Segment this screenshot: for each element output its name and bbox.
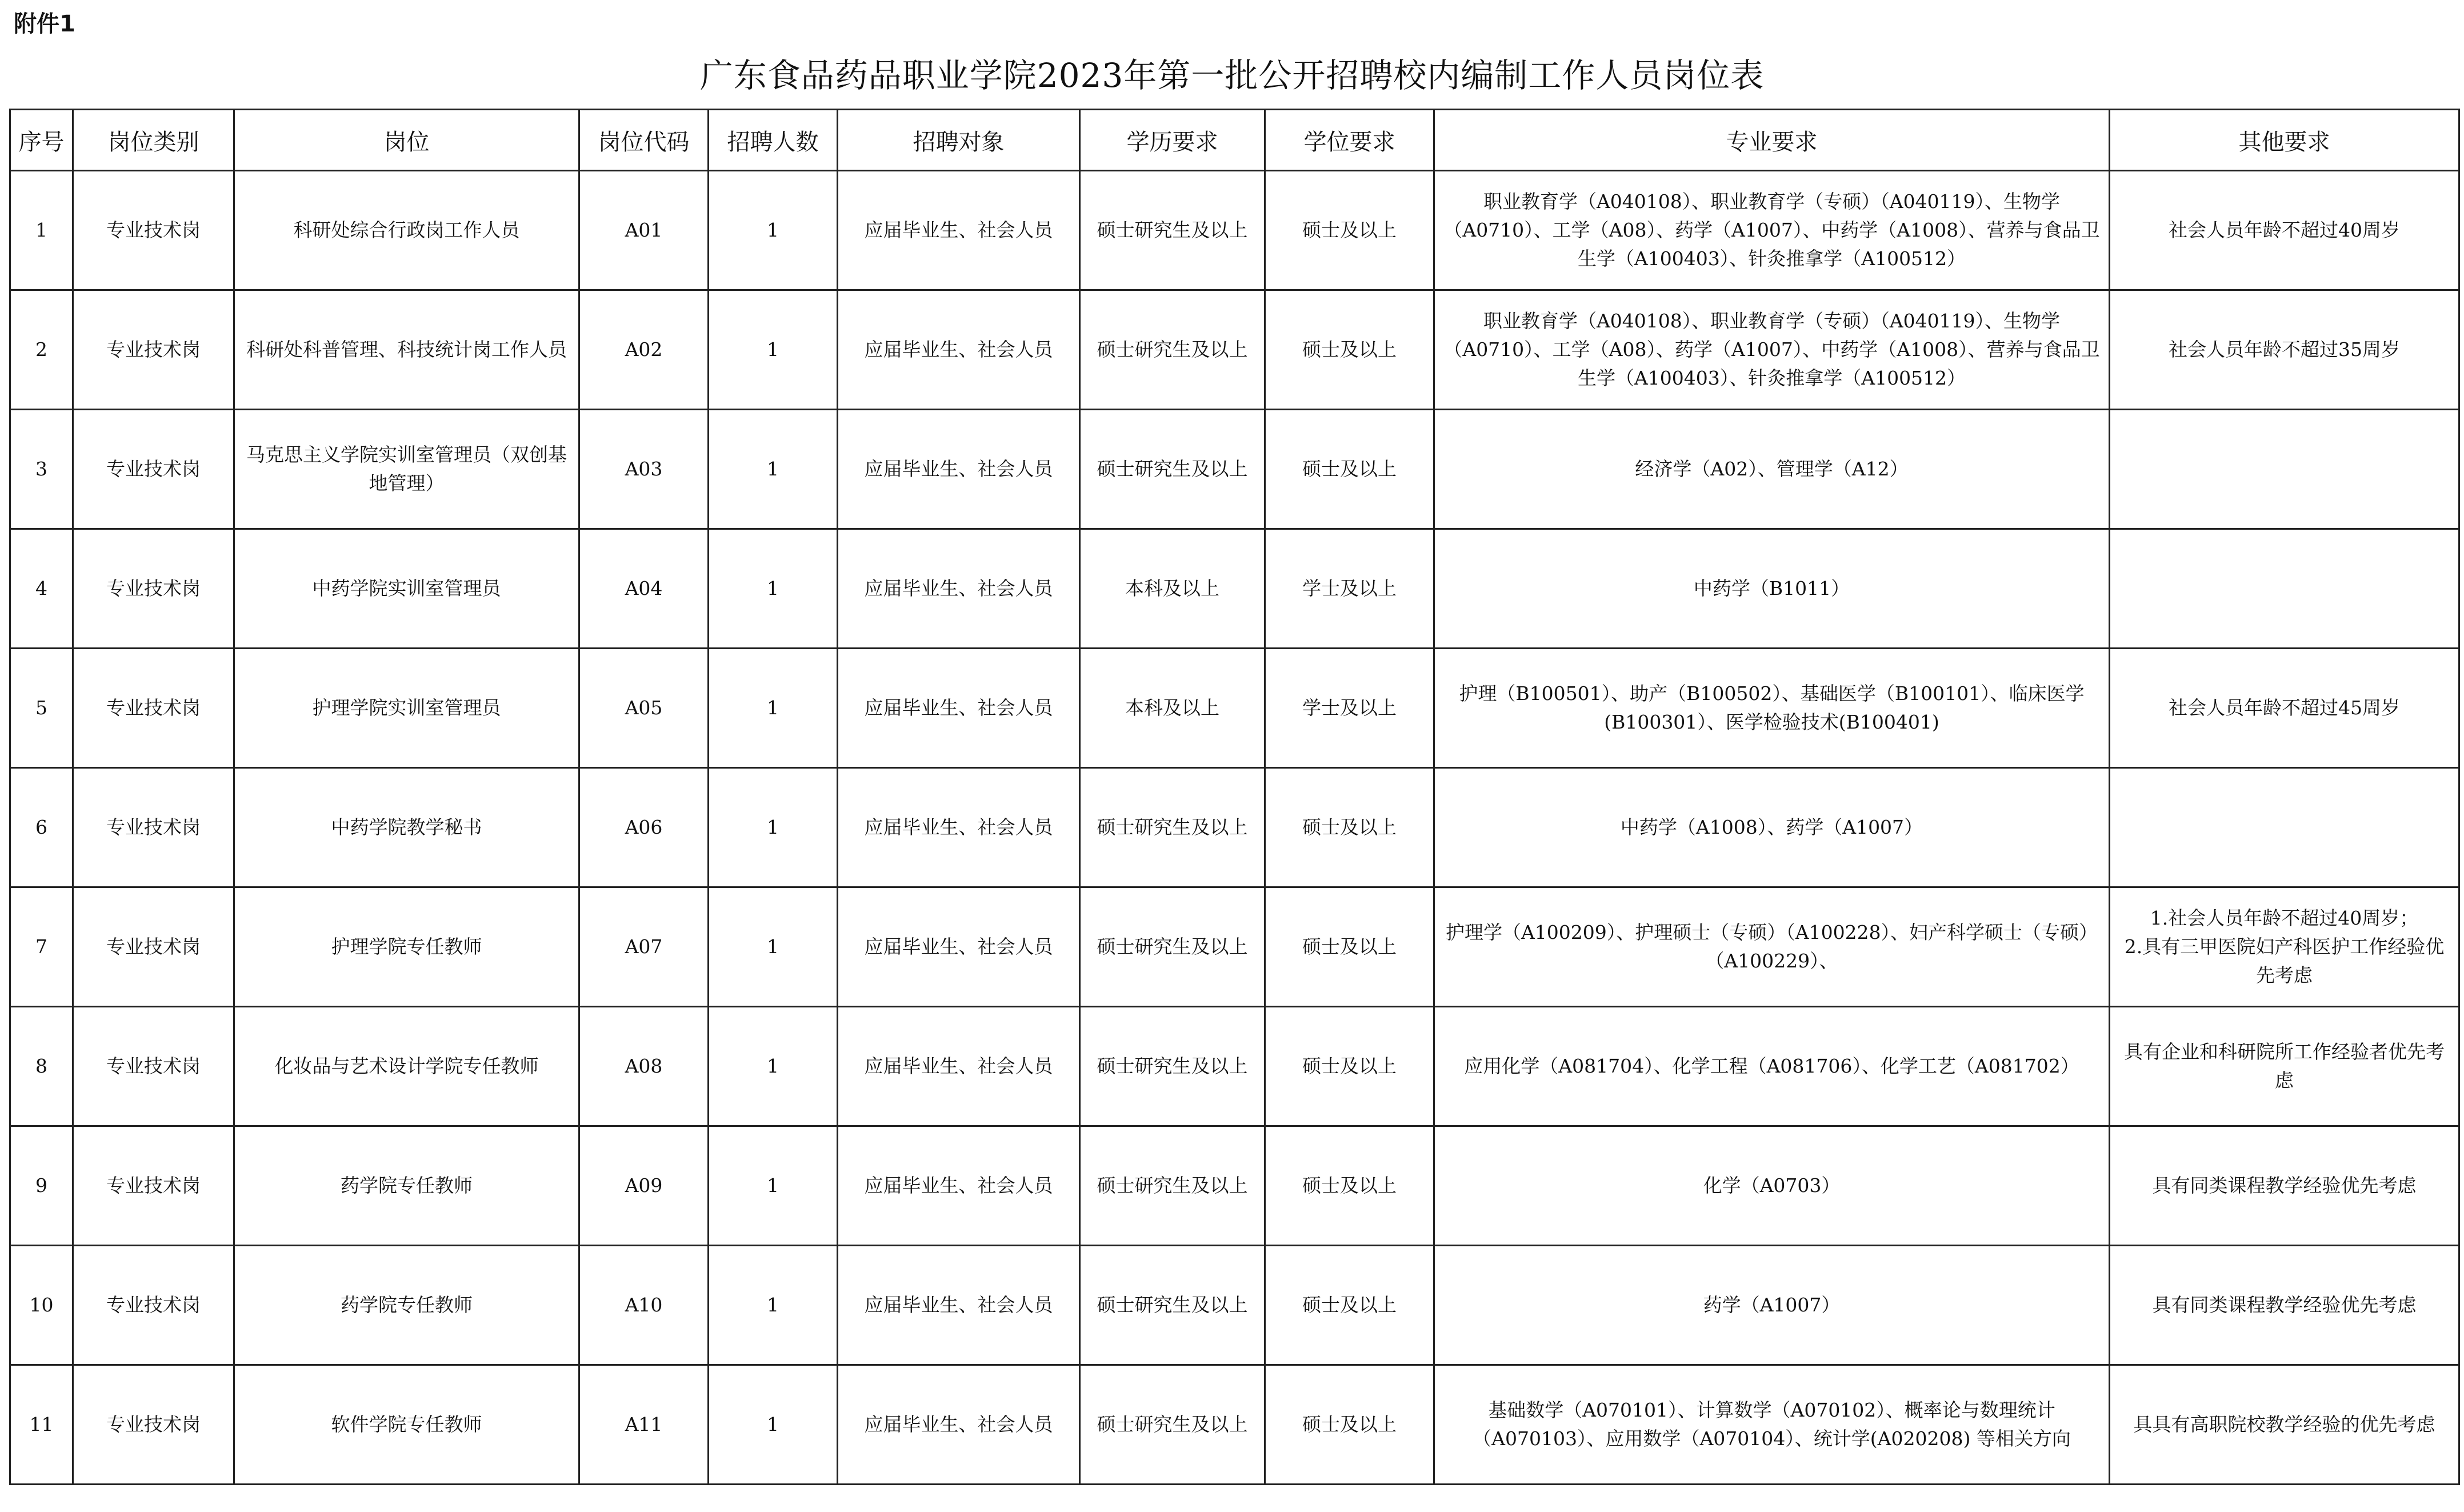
cell-other: 具有同类课程教学经验优先考虑: [2110, 1126, 2459, 1246]
cell-category: 专业技术岗: [73, 887, 234, 1007]
cell-seq: 11: [10, 1365, 73, 1485]
cell-other: [2110, 529, 2459, 649]
cell-position: 中药学院教学秘书: [234, 768, 579, 887]
cell-seq: 2: [10, 290, 73, 410]
header-major: 专业要求: [1434, 110, 2110, 171]
cell-code: A10: [579, 1246, 709, 1365]
cell-code: A05: [579, 649, 709, 768]
cell-target: 应届毕业生、社会人员: [838, 410, 1080, 529]
cell-education: 硕士研究生及以上: [1080, 410, 1265, 529]
header-degree: 学位要求: [1265, 110, 1434, 171]
cell-other: 具具有高职院校教学经验的优先考虑: [2110, 1365, 2459, 1485]
header-category: 岗位类别: [73, 110, 234, 171]
cell-degree: 硕士及以上: [1265, 290, 1434, 410]
cell-major: 经济学（A02）、管理学（A12）: [1434, 410, 2110, 529]
cell-seq: 6: [10, 768, 73, 887]
cell-education: 硕士研究生及以上: [1080, 887, 1265, 1007]
table-row: [10, 768, 2459, 887]
cell-major: 应用化学（A081704）、化学工程（A081706）、化学工艺（A081702）: [1434, 1007, 2110, 1126]
cell-other: 具有企业和科研院所工作经验者优先考虑: [2110, 1007, 2459, 1126]
cell-target: 应届毕业生、社会人员: [838, 171, 1080, 290]
cell-count: 1: [709, 649, 838, 768]
cell-degree: 学士及以上: [1265, 649, 1434, 768]
cell-count: 1: [709, 410, 838, 529]
table-row: [10, 1365, 2459, 1485]
cell-target: 应届毕业生、社会人员: [838, 768, 1080, 887]
cell-count: 1: [709, 887, 838, 1007]
cell-seq: 10: [10, 1246, 73, 1365]
cell-count: 1: [709, 290, 838, 410]
cell-code: A03: [579, 410, 709, 529]
cell-code: A04: [579, 529, 709, 649]
cell-position: 护理学院实训室管理员: [234, 649, 579, 768]
cell-code: A01: [579, 171, 709, 290]
cell-position: 科研处综合行政岗工作人员: [234, 171, 579, 290]
cell-seq: 4: [10, 529, 73, 649]
cell-code: A02: [579, 290, 709, 410]
cell-major: 职业教育学（A040108）、职业教育学（专硕）（A040119）、生物学（A0710）、工学（A08）、药学（A1007）、中药学（A1008）、营养与食品卫生学（A100403）、针灸推拿学（A100512）: [1434, 290, 2110, 410]
cell-education: 本科及以上: [1080, 529, 1265, 649]
table-row: [10, 649, 2459, 768]
cell-target: 应届毕业生、社会人员: [838, 1246, 1080, 1365]
cell-code: A11: [579, 1365, 709, 1485]
cell-category: 专业技术岗: [73, 410, 234, 529]
header-seq: 序号: [10, 110, 73, 171]
cell-target: 应届毕业生、社会人员: [838, 529, 1080, 649]
cell-degree: 硕士及以上: [1265, 1126, 1434, 1246]
cell-count: 1: [709, 529, 838, 649]
cell-major: 护理学（A100209）、护理硕士（专硕）（A100228）、妇产科学硕士（专硕）（A100229）、: [1434, 887, 2110, 1007]
header-position: 岗位: [234, 110, 579, 171]
cell-position: 药学院专任教师: [234, 1126, 579, 1246]
cell-category: 专业技术岗: [73, 1365, 234, 1485]
cell-category: 专业技术岗: [73, 529, 234, 649]
cell-other: 1.社会人员年龄不超过40周岁； 2.具有三甲医院妇产科医护工作经验优先考虑: [2110, 887, 2459, 1007]
cell-category: 专业技术岗: [73, 768, 234, 887]
cell-target: 应届毕业生、社会人员: [838, 887, 1080, 1007]
header-count: 招聘人数: [709, 110, 838, 171]
cell-degree: 硕士及以上: [1265, 171, 1434, 290]
cell-major: 职业教育学（A040108）、职业教育学（专硕）（A040119）、生物学（A0710）、工学（A08）、药学（A1007）、中药学（A1008）、营养与食品卫生学（A100403）、针灸推拿学（A100512）: [1434, 171, 2110, 290]
cell-code: A09: [579, 1126, 709, 1246]
cell-degree: 硕士及以上: [1265, 768, 1434, 887]
cell-other: [2110, 410, 2459, 529]
cell-position: 化妆品与艺术设计学院专任教师: [234, 1007, 579, 1126]
cell-category: 专业技术岗: [73, 290, 234, 410]
cell-education: 硕士研究生及以上: [1080, 290, 1265, 410]
cell-seq: 3: [10, 410, 73, 529]
cell-position: 药学院专任教师: [234, 1246, 579, 1365]
cell-count: 1: [709, 768, 838, 887]
cell-degree: 硕士及以上: [1265, 1365, 1434, 1485]
cell-seq: 8: [10, 1007, 73, 1126]
header-other: 其他要求: [2110, 110, 2459, 171]
cell-category: 专业技术岗: [73, 1246, 234, 1365]
cell-other: [2110, 768, 2459, 887]
cell-education: 本科及以上: [1080, 649, 1265, 768]
cell-major: 护理（B100501）、助产（B100502）、基础医学（B100101）、临床医学(B100301）、医学检验技术(B100401): [1434, 649, 2110, 768]
cell-degree: 硕士及以上: [1265, 887, 1434, 1007]
cell-count: 1: [709, 1126, 838, 1246]
cell-code: A07: [579, 887, 709, 1007]
cell-target: 应届毕业生、社会人员: [838, 1126, 1080, 1246]
cell-seq: 5: [10, 649, 73, 768]
attachment-label: 附件1: [14, 11, 75, 37]
cell-target: 应届毕业生、社会人员: [838, 1007, 1080, 1126]
cell-education: 硕士研究生及以上: [1080, 1007, 1265, 1126]
cell-other: 社会人员年龄不超过45周岁: [2110, 649, 2459, 768]
cell-seq: 1: [10, 171, 73, 290]
cell-education: 硕士研究生及以上: [1080, 171, 1265, 290]
header-education: 学历要求: [1080, 110, 1265, 171]
cell-code: A06: [579, 768, 709, 887]
cell-position: 中药学院实训室管理员: [234, 529, 579, 649]
cell-count: 1: [709, 171, 838, 290]
table-row: [10, 410, 2459, 529]
cell-major: 化学（A0703）: [1434, 1126, 2110, 1246]
table-row: [10, 887, 2459, 1007]
cell-other: 社会人员年龄不超过35周岁: [2110, 290, 2459, 410]
cell-degree: 硕士及以上: [1265, 1246, 1434, 1365]
document-title: 广东食品药品职业学院2023年第一批公开招聘校内编制工作人员岗位表: [699, 56, 1765, 95]
cell-count: 1: [709, 1365, 838, 1485]
cell-seq: 7: [10, 887, 73, 1007]
cell-education: 硕士研究生及以上: [1080, 1126, 1265, 1246]
cell-category: 专业技术岗: [73, 1007, 234, 1126]
table-row: [10, 1246, 2459, 1365]
cell-category: 专业技术岗: [73, 1126, 234, 1246]
cell-position: 马克思主义学院实训室管理员（双创基地管理）: [234, 410, 579, 529]
cell-major: 基础数学（A070101）、计算数学（A070102）、概率论与数理统计（A070103）、应用数学（A070104）、统计学(A020208) 等相关方向: [1434, 1365, 2110, 1485]
cell-target: 应届毕业生、社会人员: [838, 649, 1080, 768]
cell-degree: 硕士及以上: [1265, 1007, 1434, 1126]
cell-education: 硕士研究生及以上: [1080, 1246, 1265, 1365]
table-row: [10, 1007, 2459, 1126]
table-row: [10, 529, 2459, 649]
cell-position: 软件学院专任教师: [234, 1365, 579, 1485]
cell-code: A08: [579, 1007, 709, 1126]
cell-major: 中药学（A1008）、药学（A1007）: [1434, 768, 2110, 887]
table-row: [10, 171, 2459, 290]
positions-table: [9, 109, 2460, 1485]
header-code: 岗位代码: [579, 110, 709, 171]
cell-count: 1: [709, 1246, 838, 1365]
cell-target: 应届毕业生、社会人员: [838, 1365, 1080, 1485]
cell-education: 硕士研究生及以上: [1080, 1365, 1265, 1485]
cell-major: 中药学（B1011）: [1434, 529, 2110, 649]
cell-degree: 硕士及以上: [1265, 410, 1434, 529]
cell-education: 硕士研究生及以上: [1080, 768, 1265, 887]
cell-position: 科研处科普管理、科技统计岗工作人员: [234, 290, 579, 410]
cell-category: 专业技术岗: [73, 171, 234, 290]
cell-target: 应届毕业生、社会人员: [838, 290, 1080, 410]
cell-position: 护理学院专任教师: [234, 887, 579, 1007]
cell-degree: 学士及以上: [1265, 529, 1434, 649]
cell-other: 具有同类课程教学经验优先考虑: [2110, 1246, 2459, 1365]
header-target: 招聘对象: [838, 110, 1080, 171]
cell-other: 社会人员年龄不超过40周岁: [2110, 171, 2459, 290]
header-row: [10, 110, 2459, 171]
cell-major: 药学（A1007）: [1434, 1246, 2110, 1365]
cell-count: 1: [709, 1007, 838, 1126]
table-row: [10, 290, 2459, 410]
cell-seq: 9: [10, 1126, 73, 1246]
cell-category: 专业技术岗: [73, 649, 234, 768]
table-row: [10, 1126, 2459, 1246]
